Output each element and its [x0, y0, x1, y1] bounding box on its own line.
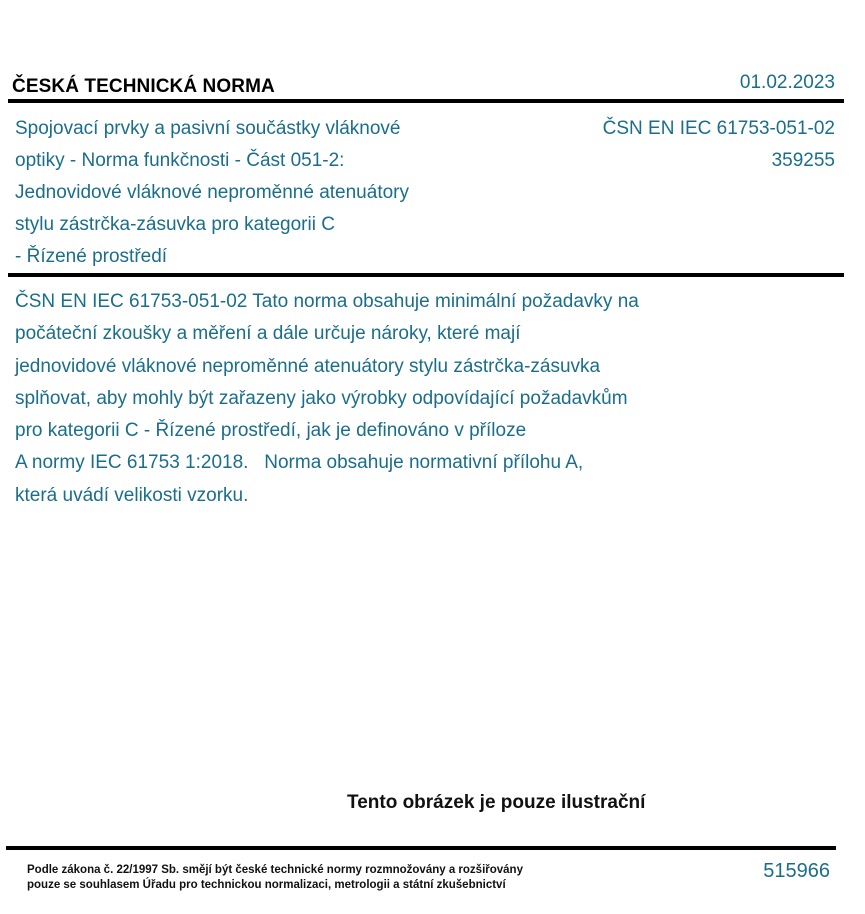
document-heading: ČESKÁ TECHNICKÁ NORMA [12, 76, 275, 97]
abstract-text [15, 286, 745, 512]
standard-title-line: optiky - Norma funkčnosti - Část 051-2: [15, 150, 345, 171]
title-divider [8, 273, 844, 277]
abstract-line: pro kategorii C - Řízené prostředí, jak je definováno v příloze [15, 420, 527, 442]
illustration-notice: Tento obrázek je pouze ilustrační [347, 792, 646, 813]
standard-title-line: Spojovací prvky a pasivní součástky vláknové [15, 118, 401, 139]
abstract-line: ČSN EN IEC 61753-051-02 Tato norma obsahuje minimální požadavky na [15, 291, 639, 312]
legal-notice-line: pouze se souhlasem Úřadu pro technickou normalizaci, metrologii a státní zkušebnictví [27, 879, 506, 891]
standard-identifiers [603, 113, 835, 177]
catalog-number: 359255 [771, 150, 835, 171]
abstract-line: splňovat, aby mohly být zařazeny jako výrobky odpovídající požadavkům [15, 387, 628, 409]
legal-notice [27, 863, 523, 893]
standard-title-line: - Řízené prostředí [15, 246, 168, 267]
abstract-line: jednovidové vláknové neproměnné atenuátory stylu zástrčka-zásuvka [15, 355, 601, 377]
publication-date: 01.02.2023 [739, 72, 835, 93]
abstract-line: počáteční zkoušky a měření a dále určuje nároky, které mají [15, 323, 521, 345]
abstract-line: A normy IEC 61753 1:2018. Norma obsahuje normativní přílohu A, [15, 452, 584, 474]
footer-divider [6, 846, 836, 850]
header-divider [8, 99, 844, 103]
legal-notice-line: Podle zákona č. 22/1997 Sb. smějí být české technické normy rozmnožovány a rozšiřovány [27, 864, 523, 876]
document-number: 515966 [763, 860, 830, 882]
abstract-line: která uvádí velikosti vzorku. [15, 484, 249, 506]
standard-title-line: Jednovidové vláknové neproměnné atenuátory [15, 182, 409, 203]
standard-designation: ČSN EN IEC 61753-051-02 [602, 118, 835, 139]
standard-title [15, 113, 485, 273]
standard-title-line: stylu zástrčka-zásuvka pro kategorii C [15, 214, 335, 235]
